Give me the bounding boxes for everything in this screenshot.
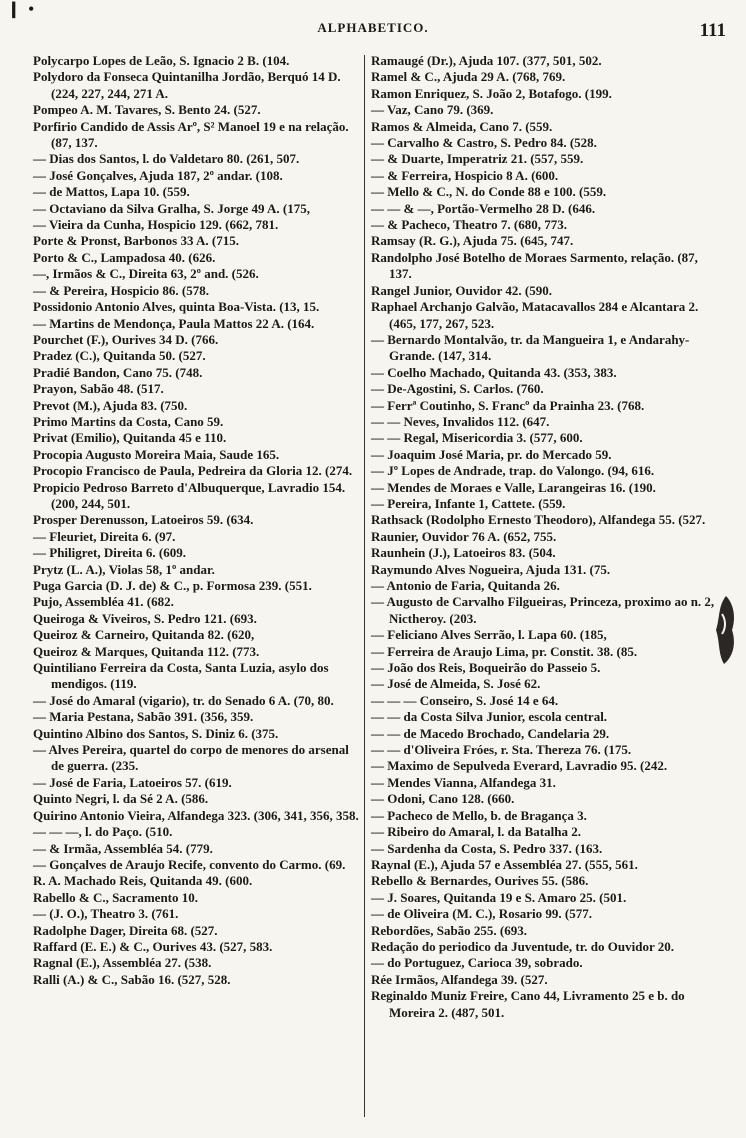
directory-entry: Quintiliano Ferreira da Costa, Santa Luzia, asylo dos mendigos. (119.: [33, 660, 329, 692]
directory-entry: —, Irmãos & C., Direita 63, 2º and. (526.: [33, 266, 259, 282]
directory-entry: Raunier, Ouvidor 76 A. (652, 755.: [371, 528, 557, 544]
directory-entry: Pujo, Assembléa 41. (682.: [33, 594, 174, 610]
directory-entry: — do Portuguez, Carioca 39, sobrado.: [371, 955, 583, 971]
directory-entry: Ramaugé (Dr.), Ajuda 107. (377, 501, 502.: [371, 53, 602, 68]
directory-entry: — José de Faria, Latoeiros 57. (619.: [33, 774, 232, 790]
directory-entry: — Ribeiro do Amaral, l. da Batalha 2.: [371, 824, 581, 840]
directory-entry: Procopia Augusto Moreira Maia, Saude 165.: [33, 446, 280, 462]
running-head: ALPHABETICO.: [317, 20, 429, 35]
directory-entry: — Pereira, Infante 1, Cattete. (559.: [371, 495, 566, 511]
directory-entry: Porfirio Candido de Assis Arº, S² Manoel 19 e na relação. (87, 137.: [33, 118, 349, 151]
directory-entry: Ramon Enriquez, S. João 2, Botafogo. (199.: [371, 85, 612, 101]
directory-entry: — — de Macedo Brochado, Candelaria 29.: [371, 725, 610, 741]
directory-entry: — Odoni, Cano 128. (660.: [371, 791, 515, 807]
directory-entry: Quintino Albino dos Santos, S. Diniz 6. (375.: [33, 725, 279, 741]
directory-entry: — J. Soares, Quitanda 19 e S. Amaro 25. (501.: [371, 889, 627, 905]
directory-entry: Rée Irmãos, Alfandega 39. (527.: [371, 971, 548, 987]
directory-entry: — Vaz, Cano 79. (369.: [371, 102, 494, 118]
directory-entry: — Alves Pereira, quartel do corpo de menores do arsenal de guerra. (235.: [33, 742, 349, 774]
directory-entry: Prevot (M.), Ajuda 83. (750.: [33, 397, 188, 413]
directory-entry: — — Neves, Invalidos 112. (647.: [371, 413, 550, 429]
directory-entry: — (J. O.), Theatro 3. (761.: [33, 906, 179, 922]
directory-entry: — Pacheco de Mello, b. de Bragança 3.: [371, 807, 587, 823]
directory-entry: — — Regal, Misericordia 3. (577, 600.: [371, 430, 583, 446]
directory-entry: Ramel & C., Ajuda 29 A. (768, 769.: [371, 69, 566, 85]
directory-entry: — & Pacheco, Theatro 7. (680, 773.: [371, 217, 567, 233]
directory-entry: — De-Agostini, S. Carlos. (760.: [371, 381, 544, 397]
directory-entry: — José do Amaral (vigario), tr. do Senado 6 A. (70, 80.: [33, 692, 334, 708]
directory-entry: Quirino Antonio Vieira, Alfandega 323. (306, 341, 356, 358.: [33, 807, 359, 823]
directory-entry: Quinto Negri, l. da Sé 2 A. (586.: [33, 791, 209, 807]
directory-entry: Pourchet (F.), Ourives 34 D. (766.: [33, 331, 219, 347]
directory-entry: Raymundo Alves Nogueira, Ajuda 131. (75.: [371, 561, 611, 577]
directory-entry: — Sardenha da Costa, S. Pedro 337. (163.: [371, 840, 603, 856]
directory-entry: — Augusto de Carvalho Filgueiras, Princeza, proximo ao n. 2, Nictheroy. (203.: [371, 594, 715, 626]
directory-entry: Raffard (E. E.) & C., Ourives 43. (527, 583.: [33, 938, 273, 954]
directory-entry: — de Mattos, Lapa 10. (559.: [33, 184, 190, 200]
directory-entry: — Vieira da Cunha, Hospicio 129. (662, 781.: [33, 217, 279, 233]
directory-entry: — Bernardo Montalvão, tr. da Mangueira 1, e Andarahy-Grande. (147, 314.: [371, 331, 690, 364]
directory-entry: Queiroz & Marques, Quitanda 112. (773.: [33, 643, 260, 659]
directory-entry: Radolphe Dager, Direita 68. (527.: [33, 922, 218, 938]
directory-entry: — Carvalho & Castro, S. Pedro 84. (528.: [371, 135, 597, 151]
directory-entry: Ragnal (E.), Assembléa 27. (538.: [33, 955, 212, 971]
ink-smudge-icon: [712, 594, 736, 666]
directory-entry: Propicio Pedroso Barreto d'Albuquerque, Lavradio 154. (200, 244, 501.: [33, 479, 346, 511]
directory-entry: — & Pereira, Hospicio 86. (578.: [33, 282, 209, 298]
directory-entry: Ramsay (R. G.), Ajuda 75. (645, 747.: [371, 233, 574, 249]
right-column: [371, 53, 715, 1021]
directory-entry: — & Irmãa, Assembléa 54. (779.: [33, 840, 213, 856]
directory-entry: Reginaldo Muniz Freire, Cano 44, Livramento 25 e b. do Moreira 2. (487, 501.: [371, 988, 685, 1020]
corner-mark: ❙ •: [7, 1, 37, 18]
directory-entry: Porte & Pronst, Barbonos 33 A. (715.: [33, 233, 239, 249]
directory-entry: — Ferreira de Araujo Lima, pr. Constit. 38. (85.: [371, 643, 638, 659]
directory-entry: — Fleuriet, Direita 6. (97.: [33, 528, 176, 544]
directory-entry: — Mendes de Moraes e Valle, Larangeiras 16. (190.: [371, 479, 656, 495]
directory-entry: R. A. Machado Reis, Quitanda 49. (600.: [33, 873, 253, 889]
directory-entry: Rabello & C., Sacramento 10.: [33, 889, 199, 905]
directory-entry: — & Ferreira, Hospicio 8 A. (600.: [371, 167, 559, 183]
directory-entry: Primo Martins da Costa, Cano 59.: [33, 413, 224, 429]
directory-entry: Raphael Archanjo Galvão, Matacavallos 284 e Alcantara 2. (465, 177, 267, 523.: [371, 299, 699, 331]
directory-entry: — Maximo de Sepulveda Everard, Lavradio 95. (242.: [371, 758, 668, 774]
directory-entry: — de Oliveira (M. C.), Rosario 99. (577.: [371, 906, 592, 922]
directory-entry: Polycarpo Lopes de Leão, S. Ignacio 2 B. (104.: [33, 53, 290, 68]
directory-entry: Raynal (E.), Ajuda 57 e Assembléa 27. (555, 561.: [371, 856, 638, 872]
directory-entry: Puga Garcia (D. J. de) & C., p. Formosa 239. (551.: [33, 578, 312, 593]
directory-entry: Queiroz & Carneiro, Quitanda 82. (620,: [33, 627, 255, 643]
directory-entry: Redação do periodico da Juventude, tr. do Ouvidor 20.: [371, 938, 675, 954]
directory-entry: Rangel Junior, Ouvidor 42. (590.: [371, 282, 552, 298]
directory-entry: Porto & C., Lampadosa 40. (626.: [33, 249, 216, 265]
directory-entry: — José de Almeida, S. José 62.: [371, 676, 541, 692]
directory-entry: Pradié Bandon, Cano 75. (748.: [33, 364, 203, 380]
directory-entry: Prytz (L. A.), Violas 58, 1º andar.: [33, 561, 215, 577]
directory-entry: — Ferrª Coutinho, S. Francº da Prainha 23. (768.: [371, 397, 645, 413]
column-divider: [364, 55, 365, 1117]
directory-entry: — — —, l. do Paço. (510.: [33, 824, 173, 840]
directory-entry: Polydoro da Fonseca Quintanilha Jordão, Berquó 14 D. (224, 227, 244, 271 A.: [33, 69, 341, 101]
directory-entry: — Martins de Mendonça, Paula Mattos 22 A. (164.: [33, 315, 315, 331]
directory-entry: — Octaviano da Silva Gralha, S. Jorge 49 A. (175,: [33, 200, 310, 216]
directory-entry: — — da Costa Silva Junior, escola central.: [371, 709, 608, 725]
directory-entry: — José Gonçalves, Ajuda 187, 2º andar. (108.: [33, 167, 283, 183]
directory-entry: — Joaquim José Maria, pr. do Mercado 59.: [371, 446, 612, 462]
directory-entry: — — d'Oliveira Fróes, r. Sta. Thereza 76. (175.: [371, 742, 632, 758]
directory-entry: Randolpho José Botelho de Moraes Sarmento, relação. (87, 137.: [371, 249, 698, 282]
directory-entry: Rathsack (Rodolpho Ernesto Theodoro), Alfandega 55. (527.: [371, 512, 706, 528]
directory-entry: Prosper Derenusson, Latoeiros 59. (634.: [33, 512, 254, 528]
directory-entry: — Mello & C., N. do Conde 88 e 100. (559.: [371, 184, 607, 200]
directory-entry: Possidonio Antonio Alves, quinta Boa-Vista. (13, 15.: [33, 299, 320, 315]
directory-entry: Pradez (C.), Quitanda 50. (527.: [33, 348, 206, 364]
directory-entry: Procopio Francisco de Paula, Pedreira da Gloria 12. (274.: [33, 463, 353, 479]
directory-entry: Queiroga & Viveiros, S. Pedro 121. (693.: [33, 610, 257, 626]
directory-entry: — Gonçalves de Araujo Recife, convento do Carmo. (69.: [33, 856, 346, 872]
directory-entry: — Coelho Machado, Quitanda 43. (353, 383.: [371, 364, 617, 380]
directory-entry: Ramos & Almeida, Cano 7. (559.: [371, 118, 553, 134]
directory-entry: Rebello & Bernardes, Ourives 55. (586.: [371, 873, 589, 889]
directory-entry: Ralli (A.) & C., Sabão 16. (527, 528.: [33, 971, 231, 987]
directory-entry: — — — Conseiro, S. José 14 e 64.: [371, 692, 559, 708]
directory-entry: — — & —, Portão-Vermelho 28 D. (646.: [371, 200, 596, 216]
directory-entry: — Maria Pestana, Sabão 391. (356, 359.: [33, 709, 254, 725]
directory-entry: — Mendes Vianna, Alfandega 31.: [371, 774, 556, 790]
directory-entry: — Jº Lopes de Andrade, trap. do Valongo. (94, 616.: [371, 463, 655, 479]
directory-entry: Privat (Emilio), Quitanda 45 e 110.: [33, 430, 227, 446]
page-number: 111: [699, 20, 726, 41]
directory-entry: — Feliciano Alves Serrão, l. Lapa 60. (185,: [371, 627, 607, 643]
left-column: [33, 53, 363, 988]
directory-entry: — & Duarte, Imperatriz 21. (557, 559.: [371, 151, 584, 167]
directory-entry: — Dias dos Santos, l. do Valdetaro 80. (261, 507.: [33, 151, 300, 167]
directory-entry: Raunhein (J.), Latoeiros 83. (504.: [371, 545, 556, 561]
directory-entry: — Philigret, Direita 6. (609.: [33, 545, 186, 561]
directory-entry: — Antonio de Faria, Quitanda 26.: [371, 578, 560, 593]
directory-entry: Prayon, Sabão 48. (517.: [33, 381, 164, 397]
directory-entry: Pompeo A. M. Tavares, S. Bento 24. (527.: [33, 102, 261, 118]
directory-entry: — João dos Reis, Boqueirão do Passeio 5.: [371, 660, 601, 676]
directory-entry: Rebordões, Sabão 255. (693.: [371, 922, 528, 938]
